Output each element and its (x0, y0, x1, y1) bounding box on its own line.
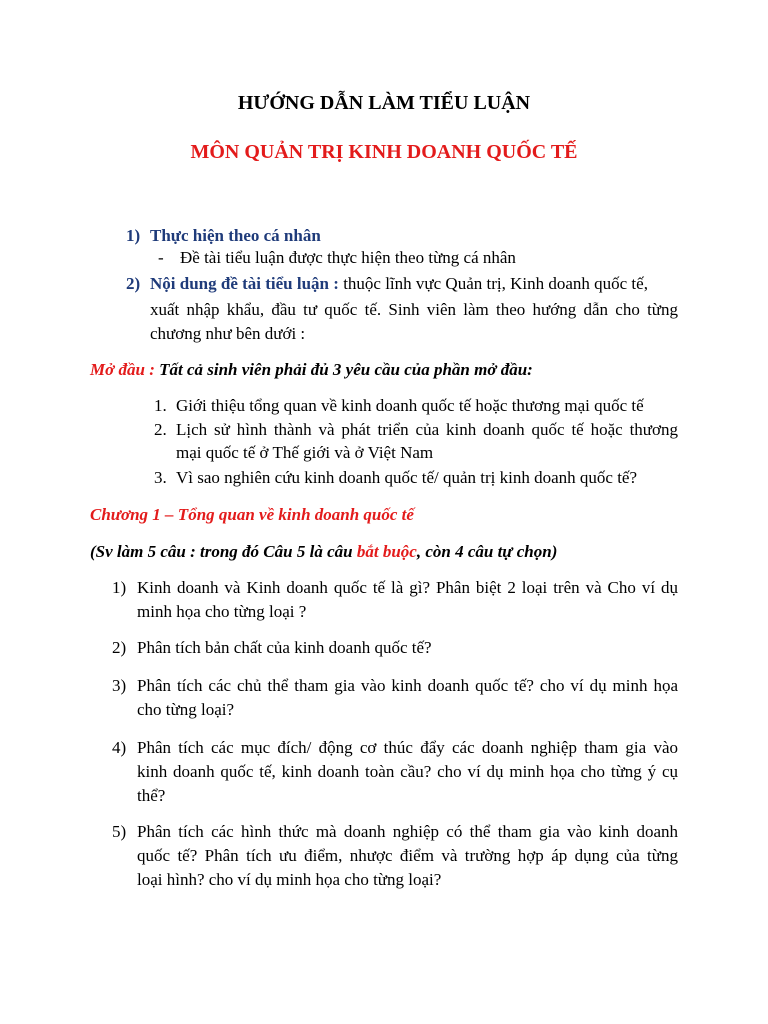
document-title: HƯỚNG DẪN LÀM TIỂU LUẬN (237, 92, 531, 114)
intro-text: Tất cả sinh viên phải đủ 3 yêu cầu của phần mở đầu: (154, 360, 533, 379)
intro-item-2-num: 2. (154, 420, 167, 439)
question-4-line3: thể? (137, 786, 166, 805)
question-5-num: 5) (112, 822, 127, 841)
question-3-num: 3) (112, 676, 127, 695)
section1-number: 1) (126, 226, 141, 245)
instruction-post: , còn 4 câu tự chọn) (416, 542, 558, 561)
chapter1-instruction (90, 540, 557, 564)
instruction-required: bắt buộc (356, 542, 417, 561)
question-3-line2: cho từng loại? (137, 700, 235, 719)
section2-line2: xuất nhập khẩu, đầu tư quốc tế. Sinh viên làm theo hướng dẫn cho từng (150, 300, 678, 319)
section1-bullet: - (158, 248, 164, 267)
section1-bullet-text: Đề tài tiểu luận được thực hiện theo từng cá nhân (180, 248, 516, 267)
intro-item-1-num: 1. (154, 396, 167, 415)
document-subtitle: MÔN QUẢN TRỊ KINH DOANH QUỐC TẾ (190, 141, 578, 163)
intro-item-2-line1: Lịch sử hình thành và phát triển của kinh doanh quốc tế hoặc thương (176, 420, 678, 439)
question-2-num: 2) (112, 638, 127, 657)
intro-item-3-line: Vì sao nghiên cứu kinh doanh quốc tế/ quản trị kinh doanh quốc tế? (176, 468, 638, 487)
instruction-pre: (Sv làm 5 câu : trong đó Câu 5 là câu (90, 542, 357, 561)
question-1-line1: Kinh doanh và Kinh doanh quốc tế là gì? Phân biệt 2 loại trên và Cho ví dụ (137, 578, 678, 597)
question-1-num: 1) (112, 578, 127, 597)
chapter1-heading: Chương 1 – Tổng quan về kinh doanh quốc tế (90, 505, 414, 524)
question-4-line2: kinh doanh quốc tế, kinh doanh toàn cầu? cho ví dụ minh họa cho từng ý cụ (137, 762, 678, 781)
question-1-line2: minh họa cho từng loại ? (137, 602, 307, 621)
intro-label: Mở đầu : (90, 360, 155, 379)
section2-line3: chương như bên dưới : (150, 324, 306, 343)
section1-heading: Thực hiện theo cá nhân (150, 226, 321, 245)
question-4-line1: Phân tích các mục đích/ động cơ thúc đẩy các doanh nghiệp tham gia vào (137, 738, 678, 757)
intro-item-2-line2: mại quốc tế ở Thế giới và ở Việt Nam (176, 443, 434, 462)
section2-heading: Nội dung đề tài tiểu luận : (150, 274, 339, 293)
question-4-num: 4) (112, 738, 127, 757)
section2-line1 (150, 272, 648, 296)
section2-number: 2) (126, 274, 141, 293)
section2-line1-rest: thuộc lĩnh vực Quản trị, Kinh doanh quốc tế, (338, 274, 648, 293)
question-5-line3: loại hình? cho ví dụ minh họa cho từng loại? (137, 870, 442, 889)
question-5-line2: quốc tế? Phân tích ưu điểm, nhược điểm và trường hợp áp dụng của từng (137, 846, 678, 865)
question-2-line1: Phân tích bản chất của kinh doanh quốc tế? (137, 638, 432, 657)
intro-item-3-num: 3. (154, 468, 167, 487)
question-5-line1: Phân tích các hình thức mà doanh nghiệp có thể tham gia vào kinh doanh (137, 822, 678, 841)
intro-heading (90, 358, 533, 382)
question-3-line1: Phân tích các chủ thể tham gia vào kinh doanh quốc tế? cho ví dụ minh họa (137, 676, 678, 695)
intro-item-1-line: Giới thiệu tổng quan về kinh doanh quốc tế hoặc thương mại quốc tế (176, 396, 644, 415)
